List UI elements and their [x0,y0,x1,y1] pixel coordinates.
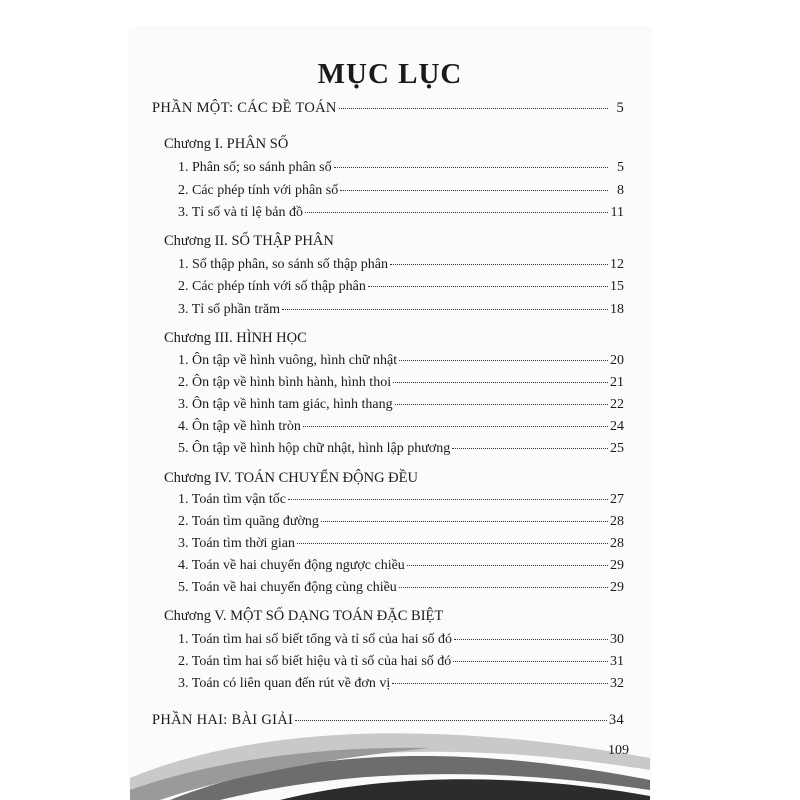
chapter-title: Chương I. PHÂN SỐ [164,136,289,152]
toc-item [178,205,624,221]
leader-dots [303,426,608,427]
toc-item-label: 3. Toán tìm thời gian [178,536,295,551]
chapter-title: Chương V. MỘT SỐ DẠNG TOÁN ĐẶC BIỆT [164,608,444,624]
toc-item [178,580,624,596]
toc-item-label: 2. Toán tìm quãng đường [178,514,319,529]
toc-item [178,302,624,318]
toc-page-number: 15 [610,279,624,294]
leader-dots [305,212,608,213]
leader-dots [395,404,608,405]
toc-item-label: 5. Toán về hai chuyển động cùng chiều [178,580,397,595]
toc-page-number: 22 [610,397,624,412]
toc-part-one [152,100,624,117]
toc-page-number: 5 [616,100,624,116]
toc-item-label: 3. Toán có liên quan đến rút về đơn vị [178,676,391,691]
toc-item-label: 2. Toán tìm hai số biết hiệu và tỉ số của hai số đó [178,654,452,669]
leader-dots [399,360,608,361]
decorative-swoosh-graphic [130,718,650,800]
toc-item [178,536,624,552]
leader-dots [392,683,608,684]
toc-item [178,375,624,391]
toc-item-label: 1. Toán tìm vận tốc [178,492,287,507]
toc-item [178,183,624,199]
leader-dots [390,264,608,265]
toc-item [178,632,624,648]
leader-dots [339,108,608,109]
toc-page-number: 28 [610,536,624,551]
toc-page-number: 18 [610,302,624,317]
toc-item-label: 5. Ôn tập về hình hộp chữ nhật, hình lập phương [178,441,451,456]
leader-dots [340,190,608,191]
toc-item-label: 3. Ôn tập về hình tam giác, hình thang [178,397,393,412]
toc-item-label: 2. Các phép tính với số thập phân [178,279,366,294]
toc-page-number: 21 [610,375,624,390]
toc-page-number: 8 [617,183,624,198]
toc-page-number: 5 [617,160,624,175]
toc-item [178,492,624,508]
toc-part-label: PHẦN MỘT: CÁC ĐỀ TOÁN [152,100,337,116]
toc-page-number: 11 [610,205,624,220]
toc-item-label: 2. Ôn tập về hình bình hành, hình thoi [178,375,392,390]
toc-item [178,160,624,176]
toc-item-label: 4. Toán về hai chuyển động ngược chiều [178,558,405,573]
toc-page-number: 24 [610,419,624,434]
toc-item-label: 1. Ôn tập về hình vuông, hình chữ nhật [178,353,398,368]
toc-item [178,279,624,295]
book-page [130,28,650,800]
toc-page-number: 29 [610,558,624,573]
toc-page-number: 29 [610,580,624,595]
toc-page-number: 34 [608,712,624,728]
toc-item [178,654,624,670]
toc-item [178,257,624,273]
leader-dots [321,521,608,522]
leader-dots [334,167,608,168]
toc-item-label: 4. Ôn tập về hình tròn [178,419,301,434]
leader-dots [407,565,608,566]
toc-item [178,441,624,457]
toc-item-label: 2. Các phép tính với phân số [178,183,339,198]
toc-item-label: 3. Tỉ số và tỉ lệ bản đồ [178,205,303,220]
toc-page-number: 20 [610,353,624,368]
toc-item [178,514,624,530]
leader-dots [452,448,608,449]
chapter-title: Chương II. SỐ THẬP PHÂN [164,233,334,249]
chapter-title: Chương IV. TOÁN CHUYỂN ĐỘNG ĐỀU [164,470,418,486]
toc-page-number: 30 [610,632,624,647]
toc-item-label: 1. Toán tìm hai số biết tổng và tỉ số của hai số đó [178,632,453,647]
toc-page-number: 12 [610,257,624,272]
toc-item-label: 1. Phân số; so sánh phân số [178,160,332,175]
leader-dots [282,309,608,310]
toc-page-number: 28 [610,514,624,529]
toc-page-number: 27 [610,492,624,507]
leader-dots [399,587,608,588]
toc-item [178,397,624,413]
leader-dots [393,382,608,383]
toc-item [178,676,624,692]
toc-page-number: 31 [610,654,624,669]
page-number: 109 [608,743,629,758]
toc-item [178,353,624,369]
toc-item-label: 3. Tỉ số phần trăm [178,302,281,317]
toc-page-number: 32 [610,676,624,691]
leader-dots [288,499,608,500]
chapter-title: Chương III. HÌNH HỌC [164,330,307,346]
toc-page-number: 25 [610,441,624,456]
toc-item [178,558,624,574]
toc-part-label: PHẦN HAI: BÀI GIẢI [152,712,294,728]
leader-dots [453,661,608,662]
page-title: MỤC LỤC [317,58,463,90]
leader-dots [454,639,608,640]
leader-dots [297,543,608,544]
toc-item-label: 1. Số thập phân, so sánh số thập phân [178,257,388,272]
leader-dots [368,286,608,287]
toc-item [178,419,624,435]
